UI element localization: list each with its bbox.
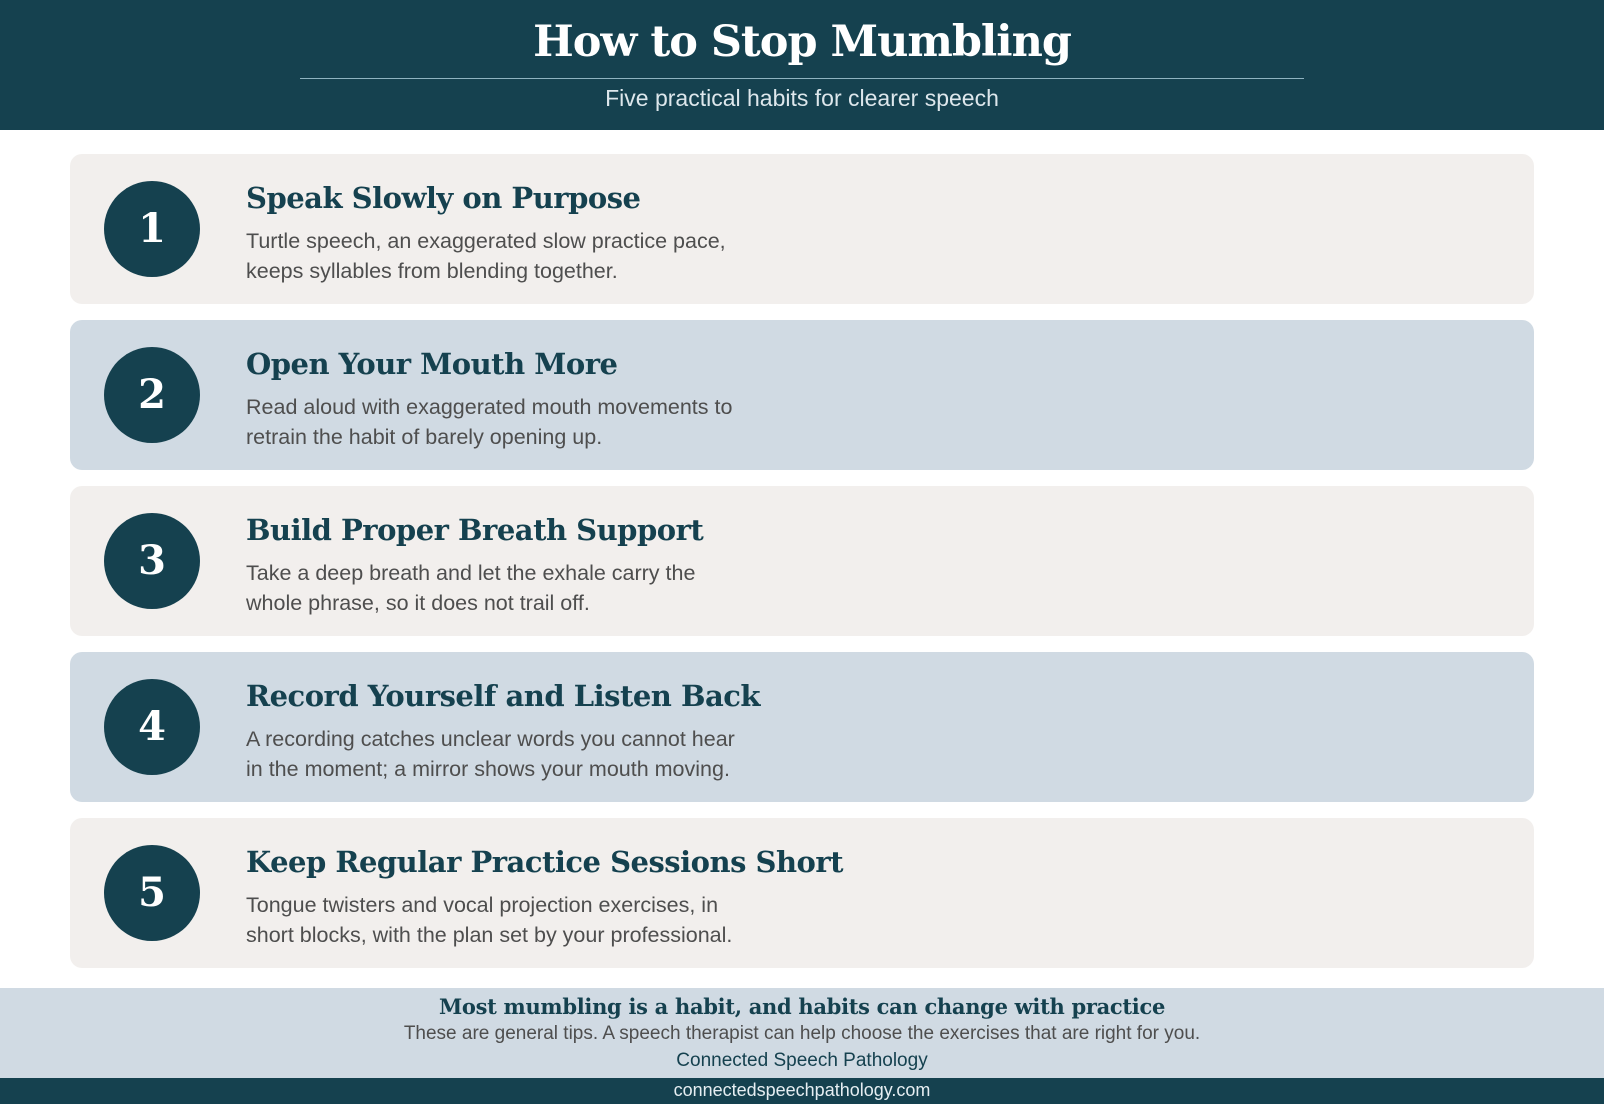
- footer-headline: Most mumbling is a habit, and habits can change with practice: [438, 994, 1166, 1019]
- footer-band: [0, 988, 1604, 1078]
- tip-description-line: retrain the habit of barely opening up.: [246, 425, 603, 449]
- footer-url-bar: [0, 1078, 1604, 1104]
- header-banner: [0, 0, 1604, 130]
- tip-description: [246, 558, 846, 618]
- tip-description-line: Turtle speech, an exaggerated slow practice pace,: [246, 229, 726, 253]
- tip-card-5: [70, 818, 1534, 968]
- tip-number-badge: 3: [104, 513, 200, 609]
- tip-description-line: short blocks, with the plan set by your professional.: [246, 923, 733, 947]
- tip-card-2: [70, 320, 1534, 470]
- tip-description: [246, 392, 846, 452]
- page-subtitle: Five practical habits for clearer speech: [605, 85, 999, 111]
- tip-description-line: in the moment; a mirror shows your mouth moving.: [246, 757, 730, 781]
- tip-description-line: Tongue twisters and vocal projection exercises, in: [246, 893, 719, 917]
- footer-website: connectedspeechpathology.com: [673, 1080, 931, 1100]
- tip-title: Open Your Mouth More: [246, 347, 618, 381]
- tip-description-line: keeps syllables from blending together.: [246, 259, 618, 283]
- tip-number-badge: 1: [104, 181, 200, 277]
- tip-description-line: Take a deep breath and let the exhale carry the: [246, 561, 696, 585]
- tip-card-1: [70, 154, 1534, 304]
- footer-organization: Connected Speech Pathology: [676, 1050, 928, 1071]
- tip-card-3: [70, 486, 1534, 636]
- tip-description-line: Read aloud with exaggerated mouth movements to: [246, 395, 733, 419]
- footer-disclaimer: These are general tips. A speech therapist can help choose the exercises that are right for you.: [403, 1023, 1201, 1044]
- title-divider: [300, 78, 1304, 79]
- tip-description: [246, 226, 846, 286]
- tip-description-line: A recording catches unclear words you cannot hear: [246, 727, 735, 751]
- tip-title: Speak Slowly on Purpose: [246, 181, 641, 215]
- tip-title: Record Yourself and Listen Back: [246, 679, 761, 713]
- tip-title: Build Proper Breath Support: [246, 513, 704, 547]
- tip-number-badge: 4: [104, 679, 200, 775]
- tip-description-line: whole phrase, so it does not trail off.: [246, 591, 590, 615]
- tip-description: [246, 724, 846, 784]
- tip-card-4: [70, 652, 1534, 802]
- tip-number-badge: 5: [104, 845, 200, 941]
- tip-number-badge: 2: [104, 347, 200, 443]
- tip-title: Keep Regular Practice Sessions Short: [246, 845, 844, 879]
- page-title: How to Stop Mumbling: [533, 17, 1071, 67]
- tip-description: [246, 890, 846, 950]
